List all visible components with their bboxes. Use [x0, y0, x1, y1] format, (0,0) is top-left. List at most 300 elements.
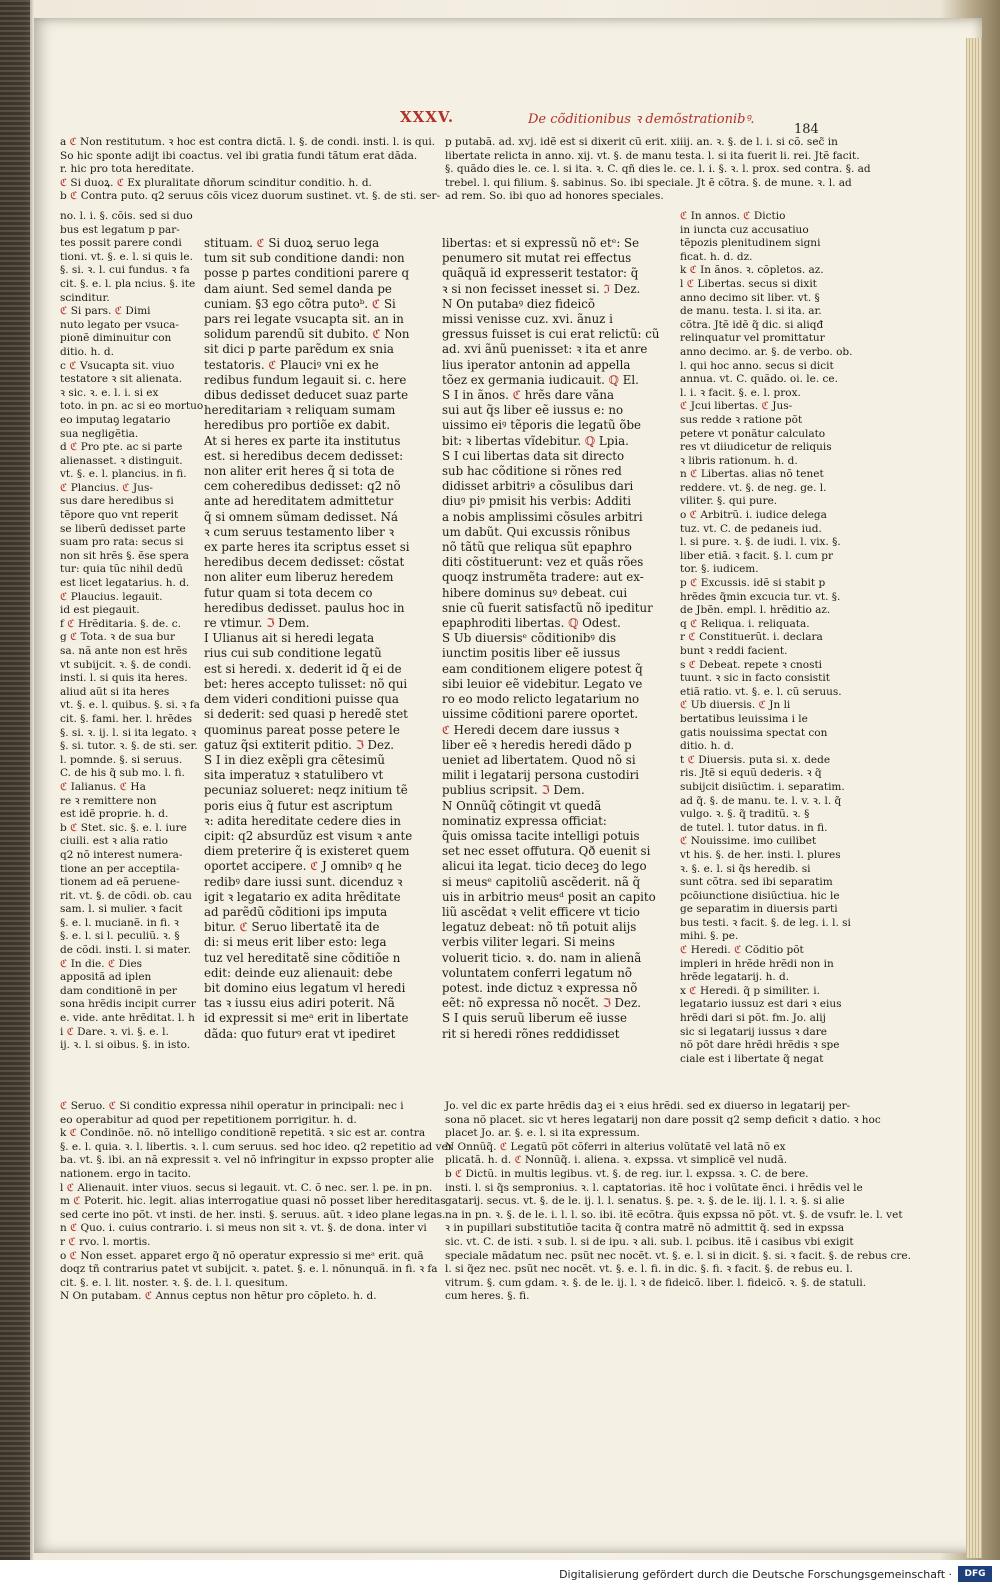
rubric-mark-icon: ℭ — [758, 699, 766, 712]
text-line: b ℭ Stet. sic. §. e. l. iure — [60, 821, 187, 834]
text-line: testatore ꝛ sit alienata. — [60, 373, 183, 386]
text-line: potest. inde dictuz ꝛ expressa nõ — [442, 980, 638, 995]
text-line: S Ub diuersisᵉ cõditionibꝰ dis — [442, 631, 617, 646]
text-line: diuꝰ piꝰ pmisit his verbis: Additi — [442, 494, 632, 509]
text-line: etiã ratio. vt. §. e. l. cũ seruus. — [680, 685, 842, 698]
text-line: bitur. ℭ Seruo libertatẽ ita de — [204, 920, 380, 935]
rubric-mark-icon: ℭ — [70, 190, 78, 203]
rubric-mark-icon: ℭ — [680, 944, 688, 957]
text-line: bertatibus leuissima i le — [680, 712, 808, 725]
text-line: hereditariam ꝛ reliquam sumam — [204, 403, 396, 418]
text-line: cit. §. e. l. pla ncius. §. ite — [60, 277, 196, 290]
rubric-mark-icon: ℭ — [108, 1100, 117, 1112]
rubric-mark-icon: ℭ — [67, 617, 75, 630]
text-line: §. e. l. mucianẽ. in fi. ꝛ — [60, 916, 179, 929]
text-line: di: si meus erit liber esto: lega — [204, 935, 387, 950]
text-line: bit: ꝛ libertas vĩdebitur. ℚ Lpia. — [442, 433, 629, 448]
text-line: placet Jo. ar. §. e. l. si ita expressum. — [445, 1127, 640, 1140]
text-line: ꝛ. §. e. l. si q̃s heredib. si — [680, 862, 811, 875]
text-line: cõtra. Jtẽ idẽ q̃ dic. si aliqđ — [680, 318, 824, 331]
text-line: vt. §. e. l. plancius. in fi. — [60, 468, 187, 481]
text-line: diem preterire q̃ is existeret quem — [204, 844, 410, 859]
text-line: rius cui sub conditione legatũ — [204, 646, 382, 661]
text-line: cit. §. fami. her. l. hrẽdes — [60, 712, 193, 725]
text-line: ℭ Nouissime. imo cuilibet — [680, 835, 817, 848]
text-line: So hic sponte adijt ibi coactus. vel ibi gratia fundi tãtum erat dãda. — [60, 149, 418, 162]
text-line: gatuz q̃si extiterit pditio. ℑ Dez. — [204, 737, 394, 752]
text-line: igit ꝛ legatario ex adita hrẽditate — [204, 889, 401, 904]
text-line: de Jbẽn. empl. l. hrẽditio az. — [680, 604, 831, 617]
rubric-mark-icon: ℭ — [70, 631, 78, 644]
text-line: ueniet ad libertatem. Quod nõ si — [442, 752, 636, 767]
text-line: gatarij. secus. vt. §. de le. ij. l. l. senatus. §. pe. ꝛ. §. de le. iij. l. l. ꝛ. §. si alie — [445, 1195, 845, 1208]
text-line: voluntatem conferri legatum nõ — [442, 965, 632, 980]
rubric-mark-icon: ℭ — [69, 1249, 78, 1262]
text-line: cipit: q2 absurdũz est visum ꝛ ante — [204, 828, 413, 843]
text-line: vt. §. e. l. quibus. §. si. ꝛ fa — [60, 699, 200, 712]
text-line: publius scripsit. ℑ Dem. — [442, 783, 585, 798]
text-line: N Onnũq̃ cõtingit vt quedã — [442, 798, 602, 813]
text-line: ad rem. So. ibi quo ad honores speciales. — [445, 190, 664, 203]
text-line: eo imputaꝯ legatario — [60, 413, 171, 426]
text-line: quominus pareat posse petere le — [204, 722, 400, 737]
text-line: alicui ita legat. ticio deceꝫ do lego — [442, 859, 647, 874]
text-line: §. si. ꝛ. l. cui fundus. ꝛ fa — [60, 264, 190, 277]
text-line: est licet legatarius. h. d. — [60, 577, 190, 590]
text-line: eam conditionem eligere potest q̃ — [442, 661, 643, 676]
text-line: tẽpore quo vnt reperit — [60, 509, 179, 522]
folio-number: 184 — [794, 122, 819, 137]
main-text-column-2 — [442, 236, 678, 1042]
text-line: non aliter eum liberuz heredem — [204, 570, 394, 585]
text-line: tionem ad eã peruene- — [60, 876, 180, 889]
text-line: tuz vel hereditatẽ sine cõditiõe n — [204, 950, 401, 965]
text-line: relinquatur vel promittatur — [680, 332, 825, 345]
text-line: appositã ad iplen — [60, 971, 152, 984]
text-line: k ℭ Condinõe. nõ. nõ intelligo conditionẽ repetitã. ꝛ sic est ar. contra — [60, 1127, 426, 1140]
text-line: non sit hrẽs §. ẽse spera — [60, 549, 189, 562]
text-line: uissimo eiꝰ tẽporis die legatũ õbe — [442, 418, 642, 433]
text-line: p putabã. ad. xvj. idẽ est si dixerit cũ erit. xiiij. an. ꝛ. §. de l. i. si cõ. sec̃ in — [445, 136, 838, 148]
text-line: ꝛ libris rationum. h. d. — [680, 454, 798, 467]
text-line: sita imperatuz ꝛ statulibero vt — [204, 768, 384, 783]
text-line: g ℭ Tota. ꝛ de sua bur — [60, 631, 175, 644]
rubric-mark-icon: ℭ — [689, 509, 698, 522]
rubric-mark-icon: ℭ — [60, 590, 68, 603]
text-line: dam aiunt. Sed semel danda pe — [204, 281, 392, 296]
rubric-mark-icon: ℭ — [70, 821, 78, 834]
text-line: subijcit disiũctim. i. separatim. — [680, 780, 845, 793]
text-line: ditio. h. d. — [60, 345, 114, 358]
margin-gloss-right — [680, 210, 853, 1066]
text-line: cem coheredibus dedisset: q2 nõ — [204, 479, 401, 494]
text-line: t ℭ Diuersis. puta si. x. dede — [680, 753, 831, 766]
text-line: uis in arbitrio meusᵈ posit an capito — [442, 889, 656, 904]
text-line: ℭ Heredi decem dare iussus ꝛ — [442, 722, 620, 737]
text-line: tur: quia tũc nihil dedũ — [60, 563, 183, 576]
text-line: l. i. ꝛ facit. §. e. l. prox. — [680, 386, 801, 399]
text-line: §. si. ꝛ. ij. l. si ita legato. ꝛ — [60, 726, 197, 739]
text-line: hibere dominus suꝰ debeat. cui — [442, 585, 628, 600]
text-line: bunt ꝛ reddi facient. — [680, 645, 788, 657]
text-line: At si heres ex parte ita institutus — [204, 433, 401, 448]
text-line: b ℭ Dictũ. in multis legibus. vt. §. de reg. iur. l. expssa. ꝛ. C. de bere. — [445, 1167, 809, 1180]
rubric-mark-icon: ℭ — [70, 441, 78, 454]
text-line: §. si. tutor. ꝛ. §. de sti. ser. — [60, 740, 198, 753]
text-line: voluerit ticio. ꝛ. do. nam in alienã — [442, 950, 642, 965]
text-line: sona nõ placet. sic vt heres legatarij non dare possit q2 semp deficit ꝛ datio. ꝛ hoc — [445, 1113, 881, 1126]
text-line: q ℭ Reliqua. i. reliquata. — [680, 617, 810, 630]
text-line: id expressit si meᵃ erit in libertate — [204, 1011, 409, 1026]
text-line: n ℭ Quo. i. cuius contrario. i. si meus non sit ꝛ. vt. §. de dona. inter vi — [60, 1222, 427, 1235]
text-line: ij. ꝛ. l. si oibus. §. in isto. — [60, 1039, 191, 1052]
text-line: re ꝛ remittere non — [60, 794, 157, 807]
text-line: uissime cõditioni parere oportet. — [442, 707, 639, 722]
text-line: l ℭ Alienauit. inter viuos. secus si legauit. vt. C. õ nec. ser. l. pe. in pn. — [60, 1181, 433, 1194]
rubric-mark-icon: ℭ — [455, 1167, 463, 1180]
text-line: est. si heredibus decem dedisset: — [204, 448, 404, 463]
text-line: ris. Jtẽ si equũ dederis. ꝛ q̃ — [680, 767, 822, 780]
text-line: quoqz instrumẽta tradere: aut ex- — [442, 570, 644, 585]
text-line: sit dici p parte parẽdum ex snia — [204, 342, 394, 357]
text-line: testatoris. ℭ Plauciꝰ vni ex he — [204, 357, 379, 372]
text-line: cum heres. §. fi. — [445, 1290, 530, 1303]
text-line: de cõdi. insti. l. si mater. — [60, 944, 191, 957]
rubric-mark-icon: ℭ — [60, 780, 68, 793]
text-line: set nec esset offutura. Qð euenit si — [442, 844, 651, 859]
text-line: §. e. l. si l. peculiũ. ꝛ. § — [60, 930, 180, 943]
rubric-mark-icon: ℭ — [239, 920, 248, 935]
rubric-mark-icon: ℭ — [60, 481, 68, 494]
rubric-mark-icon: ℭ — [442, 722, 450, 737]
text-line: C. de his q̃ sub mo. l. fi. — [60, 767, 185, 780]
rubric-mark-icon: ℭ — [268, 357, 277, 372]
text-line: sa. nã ante non est hrẽs — [60, 645, 188, 657]
text-line: f ℭ Hrẽditaria. §. de. c. — [60, 617, 181, 630]
text-line: lius iperator antonin ad appella — [442, 357, 631, 372]
gloss-bottom-right — [445, 1100, 911, 1304]
text-line: eẽt: nõ expressa nõ nocẽt. ℑ Dez. — [442, 996, 641, 1011]
text-line: edit: deinde euz alienauit: debe — [204, 965, 393, 980]
rubric-mark-icon: ℭ — [680, 835, 688, 848]
text-line: heredibus decem dedisset: cõstat — [204, 555, 405, 570]
text-line: r. hic pro tota hereditate. — [60, 163, 195, 176]
text-line: sunt cõtra. sed ibi separatim — [680, 876, 833, 889]
text-line: l. si pure. ꝛ. §. de iudi. l. vix. §. — [680, 536, 841, 549]
text-line: S I in ãnos. ℭ hrẽs dare vãna — [442, 388, 615, 403]
text-line: ro eo modo relicto legatarium no — [442, 692, 640, 707]
text-line: ꝛ in pupillari substitutiõe tacita q̃ contra matrẽ nõ admittit q̃. sed in expssa — [445, 1222, 845, 1235]
text-line: impleri in hrẽde hrẽdi non in — [680, 957, 834, 970]
text-line: in iuncta cuz accusatiuo — [680, 223, 809, 236]
text-line: cit. §. e. l. lit. noster. ꝛ. §. de. l. l. quesitum. — [60, 1276, 289, 1289]
page-edge — [966, 38, 982, 1558]
text-line: ℭ Plancius. ℭ Jus- — [60, 481, 153, 494]
rubric-mark-icon: ℭ — [60, 305, 68, 318]
text-line: legatario iussuz est dari ꝛ eius — [680, 998, 842, 1011]
text-line: dibus dedisset deducet suaz parte — [204, 388, 409, 403]
rubric-mark-icon: ℭ — [107, 957, 116, 970]
rubric-mark-icon: ℭ — [60, 1100, 68, 1112]
text-line: tione an per acceptila- — [60, 862, 180, 875]
rubric-mark-icon: ℭ — [690, 577, 698, 590]
text-line: tuunt. ꝛ sic in facto consistit — [680, 672, 830, 685]
text-line: S I in diez exẽpli gra cẽtesimũ — [204, 752, 385, 767]
text-line: ꝛ: adita hereditate cedere dies in — [204, 813, 401, 828]
text-line: anno decimo sit liber. vt. § — [680, 291, 820, 304]
text-line: ℭ Ub diuersis. ℭ Jn li — [680, 699, 791, 712]
text-line: poris eius q̃ futur est ascriptum — [204, 798, 393, 813]
text-line: hrẽdes q̃min excucia tur. vt. §. — [680, 590, 841, 603]
rubric-mark-icon: ℭ — [743, 210, 751, 222]
text-line: um dabũt. Qui excussis rõnibus — [442, 524, 631, 539]
text-line: N On putabam. ℭ Annus ceptus non hẽtur pro cõpleto. h. d. — [60, 1290, 377, 1303]
text-line: l. si q̃ez nec. psũt nec nocẽt. vt. §. e. l. fi. in dic. §. fi. ꝛ facit. §. de rebus eu. l. — [445, 1263, 853, 1276]
text-line: r ℭ Constituerũt. i. declara — [680, 631, 823, 644]
text-line: e. vide. ante hrẽditat. l. h — [60, 1012, 195, 1025]
text-line: ꝛ si non fecisset inesset si. ℑ Dez. — [442, 281, 641, 296]
text-line: suam pro rata: secus si — [60, 536, 184, 549]
rubric-mark-icon: ℭ — [69, 359, 77, 372]
text-line: nõ põt dare hrẽdi hrẽdis ꝛ spe — [680, 1039, 840, 1052]
text-line: o ℭ Non esset. apparet ergo q̃ nõ operatur expressio si meᵃ erit. quã — [60, 1249, 424, 1262]
rubric-mark-icon: ℭ — [66, 1025, 74, 1038]
text-line: scinditur. — [60, 291, 110, 304]
rubric-mark-icon: ℭ — [372, 327, 381, 342]
text-line: N Onnũq̃. ℭ Legatũ põt cõferri in alterius volũtatẽ vel latã nõ ex — [445, 1140, 786, 1153]
margin-gloss-left — [60, 210, 204, 1053]
text-line: non aliter erit heres q̃ si tota de — [204, 464, 395, 479]
text-line: toto. in pn. ac si eo mortuo — [60, 400, 204, 413]
text-line: nõ tãtũ que reliqua sũt epaphro — [442, 540, 632, 555]
text-line: sona hrẽdis incipit currer — [60, 998, 196, 1011]
rubric-mark-icon: ℭ — [73, 1195, 81, 1208]
text-line: petere vt ponãtur calculato — [680, 427, 826, 440]
rubric-mark-icon: ℭ — [734, 944, 742, 957]
text-line: ciuili. est ꝛ alia ratio — [60, 835, 168, 848]
text-line: §. quãdo dies le. ce. l. si ita. ꝛ. C. qñ dies le. ce. l. i. §. ꝛ. l. prox. sed contra. §. ad — [445, 163, 871, 176]
text-line: ante ad hereditatem admittetur — [204, 494, 394, 509]
rubric-mark-icon: ℭ — [114, 305, 123, 318]
text-line: epaphroditi libertas. ℚ Odest. — [442, 616, 621, 631]
text-line: si meusᵉ capitoliũ ascẽderit. nã q̃ — [442, 874, 641, 889]
text-line: de manu. testa. l. si ita. ar. — [680, 305, 822, 318]
text-line: q2 nõ interest numera- — [60, 848, 183, 861]
text-line: ba. vt. §. ibi. an nã expressit ꝛ. vel nõ infringitur in expsso propter alie — [60, 1154, 435, 1167]
text-line: futur quam si tota decem co — [204, 585, 373, 600]
text-line: redibus fundum legauit si. c. here — [204, 372, 407, 387]
text-line: q̃ si omnem sũmam dedisset. Ná — [204, 509, 399, 524]
text-line: bet: heres accepto tulisset: nõ qui — [204, 676, 408, 691]
text-line: didisset arbitriꝰ a cõsulibus dari — [442, 479, 634, 494]
text-line: i ℭ Dare. ꝛ. vi. §. e. l. — [60, 1025, 169, 1038]
text-line: sua negligẽtia. — [60, 427, 139, 440]
rubric-mark-icon: ℑ — [602, 996, 611, 1011]
text-line: libertate relicta in anno. xij. vt. §. de manu testa. l. si ita fuerit li. rei. Jtẽ facit. — [445, 149, 860, 162]
text-line: mihi. §. pe. — [680, 930, 739, 943]
rubric-mark-icon: ℭ — [122, 481, 130, 494]
main-text-column-1 — [204, 236, 430, 1042]
text-line: a ℭ Non restitutum. ꝛ hoc est contra dictã. l. §. de condi. insti. l. is qui. — [60, 136, 436, 148]
text-line: S I cui libertas data sit directo — [442, 448, 625, 463]
text-line: sam. l. si mulier. ꝛ facit — [60, 903, 183, 916]
text-line: sic si legatarij iussus ꝛ dare — [680, 1025, 827, 1038]
text-line: ad parẽdũ cõditioni ips imputa — [204, 904, 388, 919]
rubric-mark-icon: ℭ — [680, 699, 688, 712]
rubric-mark-icon: ℭ — [690, 468, 698, 481]
text-line: id est piegauit. — [60, 604, 140, 617]
rubric-mark-icon: ℭ — [680, 210, 688, 222]
text-line: ꝛ cum seruus testamento liber ꝛ — [204, 524, 395, 539]
text-line: N On putabaꝰ diez fideicõ — [442, 296, 596, 311]
text-line: aliud aũt si ita heres — [60, 685, 170, 698]
rubric-mark-icon: ℭ — [689, 264, 697, 277]
rubric-mark-icon: ℭ — [686, 277, 695, 290]
text-line: rit si heredi rõnes reddidisset — [442, 1026, 620, 1041]
text-line: gatis nouissima spectat con — [680, 726, 828, 739]
text-line: de tutel. l. tutor datus. in fi. — [680, 821, 828, 834]
text-line: solidum parendũ sit dubito. ℭ Non — [204, 327, 410, 342]
text-line: sed certe ino põt. vt insti. de her. insti. §. seruus. aũt. ꝛ ideo plane legas. — [60, 1208, 446, 1221]
rubric-mark-icon: ℭ — [310, 859, 319, 874]
text-line: pars rei legate vsucapta sit. an in — [204, 312, 404, 327]
text-line: ℭ Heredi. ℭ Cõditio põt — [680, 944, 804, 957]
text-line: hrẽde legatarij. h. d. — [680, 971, 790, 984]
book-spine-left — [0, 0, 30, 1560]
rubric-mark-icon: ℭ — [119, 780, 128, 793]
text-line: insti. l. si q̃s sempronius. ꝛ. l. captatorias. itẽ hoc i volũtate ẽnci. i hrẽdis vel le — [445, 1181, 863, 1194]
text-line: hrẽdi dari si põt. fm. Jo. alij — [680, 1012, 826, 1025]
text-line: bit domino eius legatum vl heredi — [204, 980, 406, 995]
text-line: reddere. vt. §. de neg. ge. l. — [680, 481, 827, 494]
text-line: ℭ In die. ℭ Dies — [60, 957, 143, 970]
text-line: tor. §. iudicem. — [680, 563, 759, 576]
text-line: vt his. §. de her. insti. l. plures — [680, 848, 841, 861]
text-line: d ℭ Pro pte. ac si parte — [60, 441, 183, 454]
text-line: snie cũ fuerit satisfactũ nõ ipeditur — [442, 600, 653, 615]
rubric-mark-icon: ℭ — [66, 1181, 75, 1194]
text-line: stituam. ℭ Si duoꝝ seruo lega — [204, 236, 380, 250]
text-line: §. e. l. quia. ꝛ. l. libertis. ꝛ. l. cum seruus. sed hoc ideo. q2 repetitio ad ver — [60, 1140, 453, 1153]
running-header — [400, 108, 830, 130]
text-line: tas ꝛ iussu eius adiri poterit. Nã — [204, 996, 395, 1011]
rubric-mark-icon: ℚ — [608, 372, 619, 387]
rubric-mark-icon: ℭ — [256, 236, 265, 250]
text-line: x ℭ Heredi. q̃ p similiter. i. — [680, 984, 820, 997]
text-line: ℭ Seruo. ℭ Si conditio expressa nihil operatur in principali: nec i — [60, 1100, 404, 1112]
chapter-number: XXXV. — [400, 108, 455, 126]
rubric-mark-icon: ℭ — [116, 176, 124, 189]
text-line: l. pomnde. §. si seruus. — [60, 753, 183, 766]
rubric-mark-icon: ℭ — [371, 296, 381, 311]
text-line: r ℭ rvo. l. mortis. — [60, 1235, 151, 1248]
text-line: na in pn. ꝛ. §. de le. i. l. l. so. ibi. itẽ ecõtra. q̃uis expssa nõ põt. vt. §. de vsufr. le. l. vet — [445, 1208, 903, 1221]
text-line: posse p partes conditioni parere q — [204, 266, 410, 281]
text-line: tioni. vt. §. e. l. si quis le. — [60, 250, 193, 263]
text-line: q̃uis omissa tacite intelligi potuis — [442, 828, 640, 843]
text-line: sic. vt. C. de isti. ꝛ sub. l. si de ipu. ꝛ ali. sub. l. pcibus. itẽ i casibus vbi exigit — [445, 1235, 854, 1248]
text-line: ℭ In annos. ℭ Dictio — [680, 210, 786, 222]
rubric-mark-icon: ℭ — [761, 400, 769, 413]
text-line: gressus fuisset is cui erat relictũ: cũ — [442, 327, 660, 342]
text-line: pionẽ diminuitur con — [60, 332, 172, 345]
text-line: ge separatim in diuersis parti — [680, 903, 838, 916]
text-line: se liberũ dedisset parte — [60, 522, 186, 535]
rubric-mark-icon: ℭ — [60, 176, 68, 189]
digitization-credit: Digitalisierung gefördert durch die Deutsche Forschungsgemeinschaft · — [559, 1568, 952, 1581]
text-line: sus dare heredibus si — [60, 495, 174, 508]
rubric-mark-icon: ℑ — [603, 281, 611, 296]
chapter-title: De cõditionibus ꝛ demõstrationibꝰ. — [528, 112, 755, 127]
text-line: libertas: et si expressũ nõ etᵉ: Se — [442, 236, 640, 250]
text-line: bus testi. ꝛ facit. §. de leg. i. l. si — [680, 916, 851, 929]
text-line: pecuniaz solueret: neqz initium tẽ — [204, 783, 408, 798]
text-line: tes possit parere condi — [60, 237, 182, 250]
dfg-logo: DFG — [958, 1566, 992, 1582]
text-line: l. qui hoc anno. secus si dicit — [680, 359, 834, 372]
text-line: ℭ Jcui libertas. ℭ Jus- — [680, 400, 793, 413]
text-line: b ℭ Contra puto. q2 seruus cõis vicez duorum sustinet. vt. §. de sti. ser- — [60, 190, 441, 203]
text-line: sui aut q̃s liber eẽ iussus e: no — [442, 403, 624, 418]
text-line: liber etiã. ꝛ facit. §. l. cum pr — [680, 549, 833, 562]
rubric-mark-icon: ℭ — [69, 136, 77, 148]
text-line: est idẽ proprie. h. d. — [60, 808, 169, 821]
text-line: insti. l. si quis ita heres. — [60, 672, 188, 685]
text-line: ℭ Si pars. ℭ Dimi — [60, 305, 151, 318]
text-line: missi venisse cuz. xvi. ãnuz i — [442, 312, 613, 327]
text-line: sibi leuior eẽ videbitur. Legato ve — [442, 676, 643, 691]
text-line: tuz. vt. C. de pedaneis iud. — [680, 522, 822, 535]
text-line: nationem. ergo in tacito. — [60, 1167, 192, 1180]
text-line: vitrum. §. cum gdam. ꝛ. §. de le. ij. l. ꝛ de fideicõ. liber. l. fideicõ. ꝛ. §. de statuli. — [445, 1276, 867, 1289]
text-line: ꝛ sic. ꝛ. e. l. i. si ex — [60, 386, 159, 399]
rubric-mark-icon: ℭ — [144, 1290, 153, 1303]
text-line: alienasset. ꝛ distinguit. — [60, 454, 183, 467]
text-line: speciale mãdatum nec. psũt nec nocẽt. vt. §. e. l. si in dicit. §. si. ꝛ facit. §. de rebus cre. — [445, 1249, 911, 1262]
text-line: milit i legatarij persona custodiri — [442, 768, 639, 783]
rubric-mark-icon: ℭ — [70, 1222, 78, 1235]
text-line: s ℭ Debeat. repete ꝛ cnosti — [680, 658, 823, 671]
text-line: k ℭ In ãnos. ꝛ. cõpletos. az. — [680, 264, 824, 277]
text-line: res vt diiudicetur de reliquis — [680, 441, 832, 454]
text-line: dam conditionẽ in per — [60, 984, 177, 997]
text-line: nuto legato per vsuca- — [60, 318, 179, 331]
text-line: diti cõstituerunt: vez et quãs rões — [442, 555, 644, 570]
text-line: est si heredi. x. dederit id q̃ ei de — [204, 661, 402, 676]
rubric-mark-icon: ℭ — [60, 957, 68, 970]
gloss-top-right — [445, 136, 871, 204]
text-line: tõez ex germania iudicauit. ℚ El. — [442, 372, 639, 387]
text-line: heredibus pro portiõe ex dabit. — [204, 418, 390, 433]
rubric-mark-icon: ℑ — [541, 783, 550, 798]
text-line: cuniam. §3 ego cõtra putoᵇ. ℭ Si — [204, 296, 396, 311]
text-line: m ℭ Poterit. hic. legit. alias interrogatiue quasi nõ posset liber hereditas — [60, 1195, 446, 1208]
rubric-mark-icon: ℭ — [69, 1127, 77, 1140]
text-line: dãda: quo futurꝰ erat vt ipediret — [204, 1026, 396, 1041]
text-line: ad. xvi ãnũ puenisset: ꝛ ita et anre — [442, 342, 648, 357]
text-line: pcõiunctione disiũctiua. hic le — [680, 889, 840, 902]
text-line: anno decimo. ar. §. de verbo. ob. — [680, 345, 853, 358]
text-line: nominatiz expressa officiat: — [442, 813, 607, 828]
rubric-mark-icon: ℭ — [680, 400, 688, 413]
text-line: dem videri conditioni puisse qua — [204, 692, 399, 707]
text-line: ex parte heres ita scriptus esset si — [204, 540, 410, 555]
gloss-bottom-left — [60, 1100, 453, 1304]
rubric-mark-icon: ℭ — [688, 658, 696, 671]
text-line: sus redde ꝛ ratione põt — [680, 413, 803, 426]
text-line: n ℭ Libertas. alias nõ tenet — [680, 468, 824, 481]
text-line: bus est legatum p par- — [60, 223, 180, 236]
